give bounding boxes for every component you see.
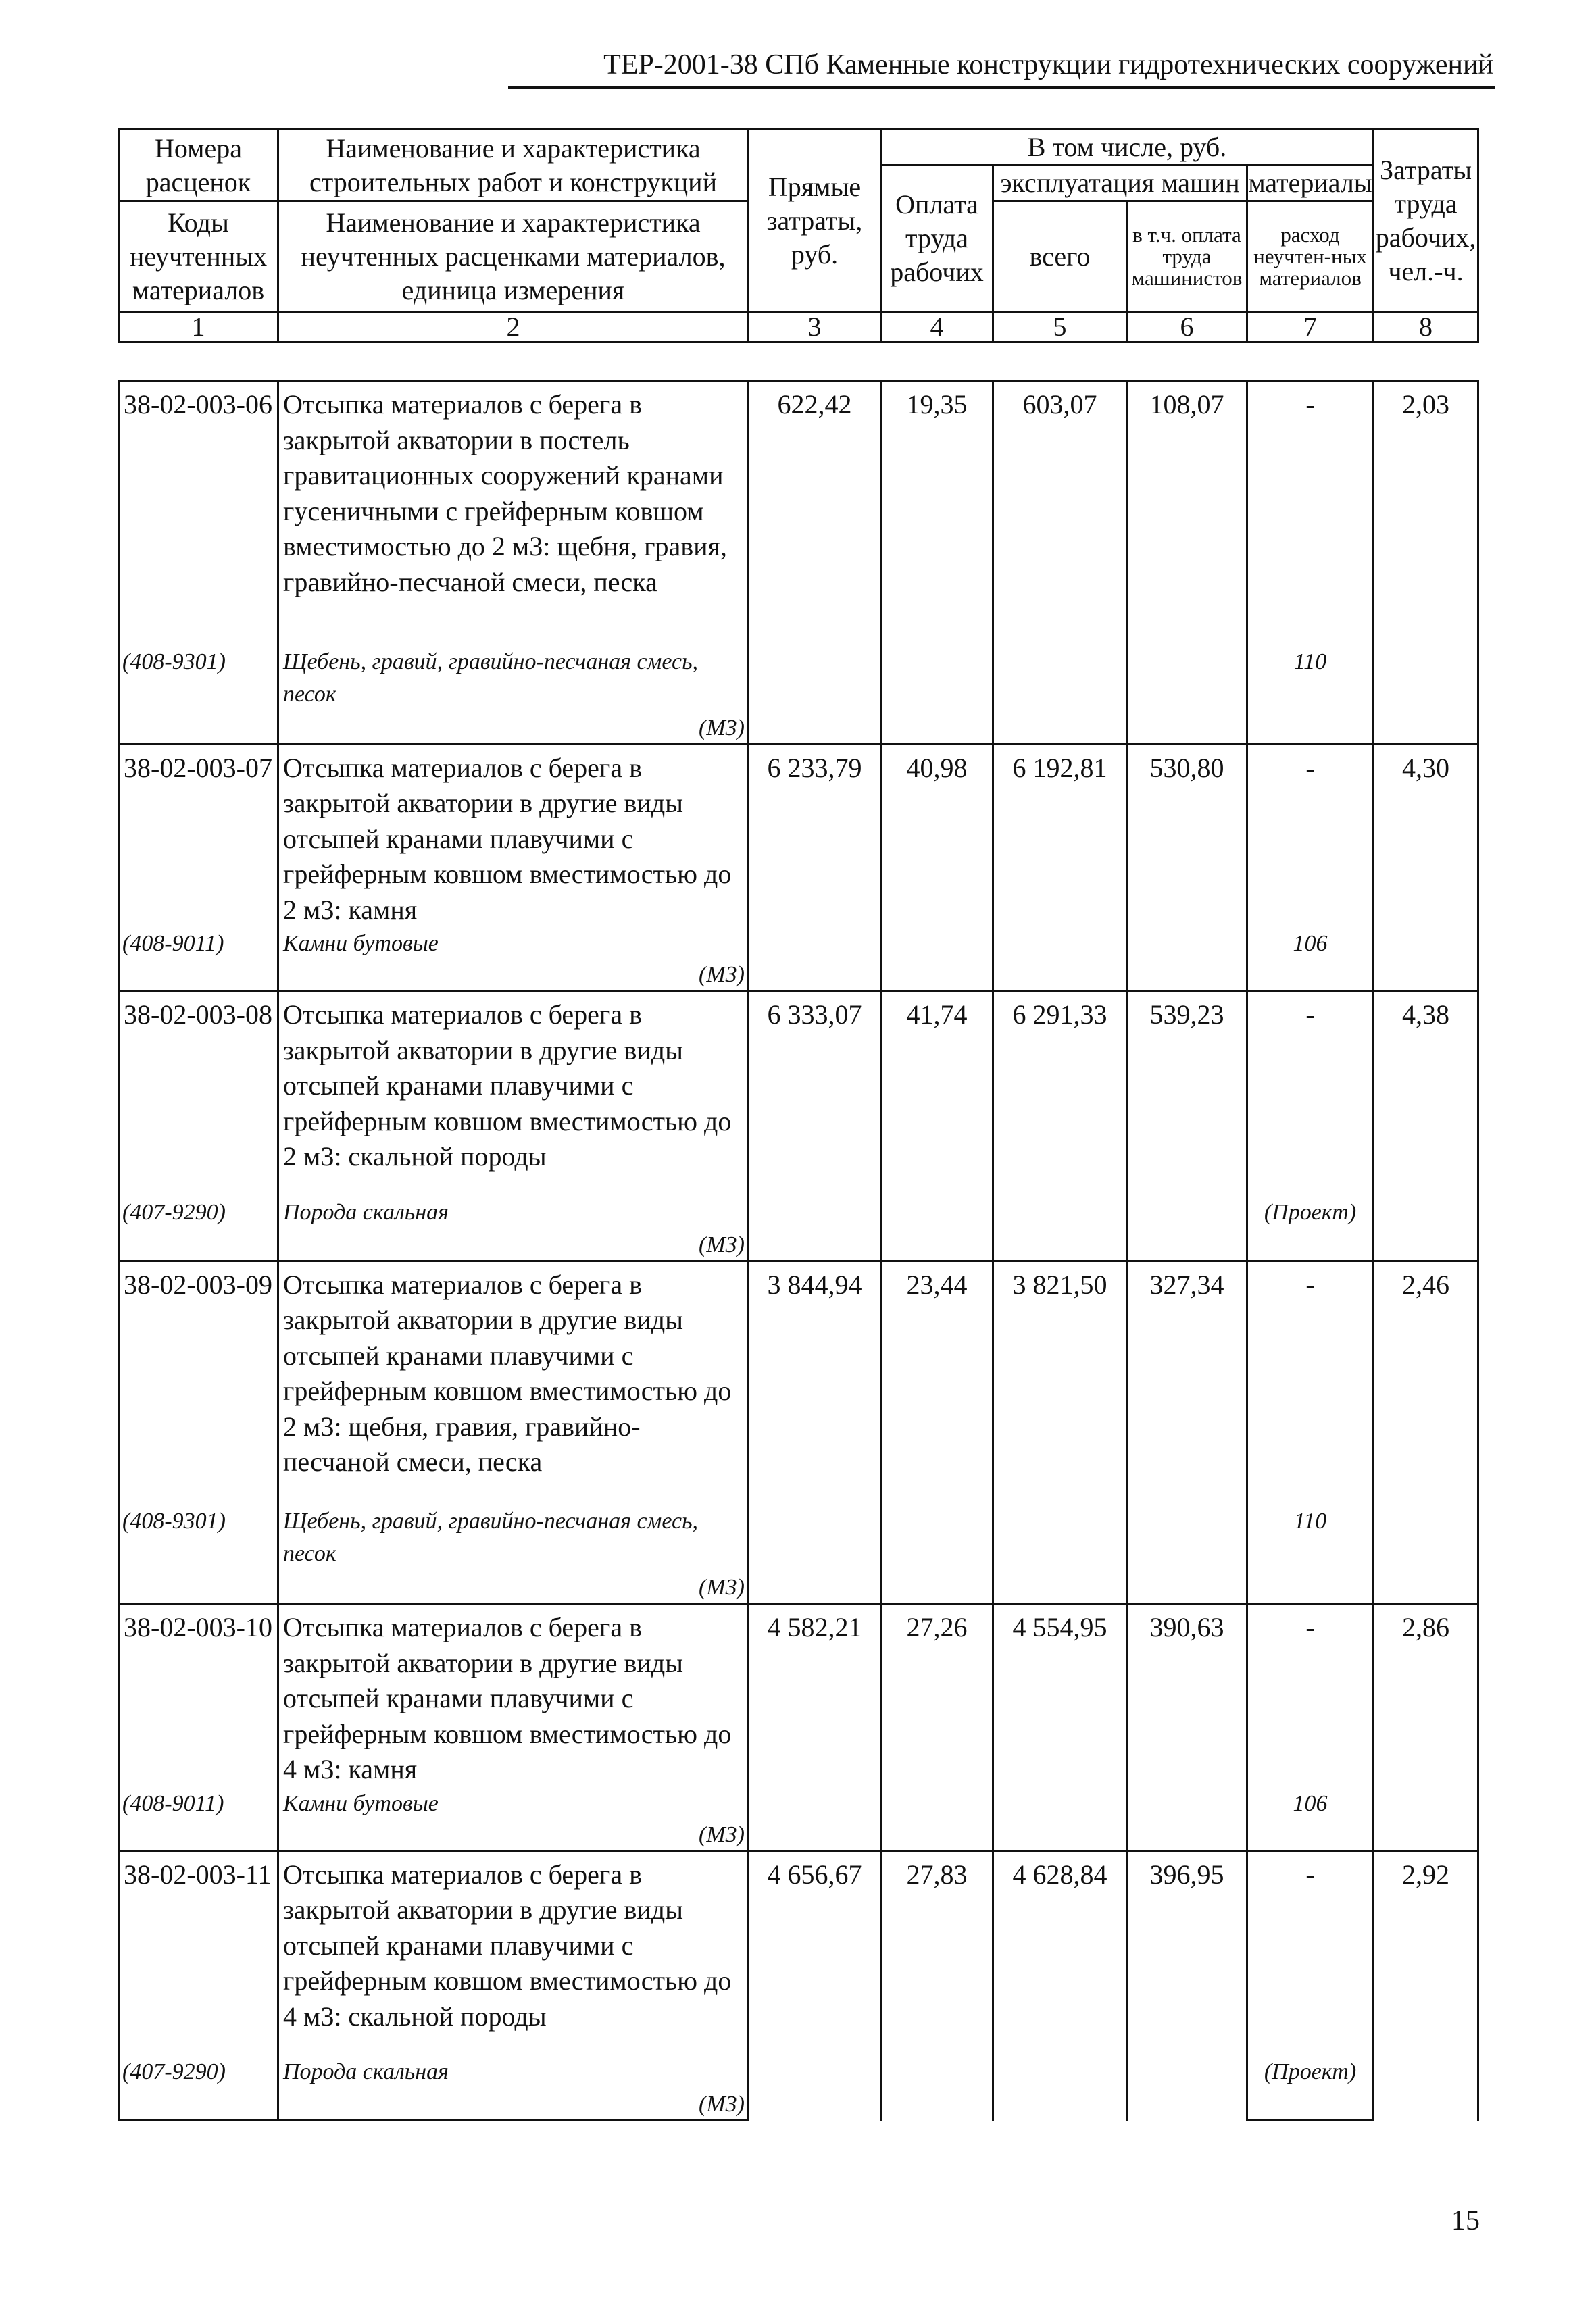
table-row — [119, 991, 1478, 1197]
col-header-machines-total: всего — [993, 201, 1127, 312]
material-code: (407-9290) — [119, 1197, 278, 1261]
col-number-6: 6 — [1127, 312, 1247, 343]
labor-pay-value: 27,83 — [881, 1851, 993, 2121]
table-header — [118, 128, 1479, 343]
work-description: Отсыпка материалов с берега в закрытой акватории в другие виды отсыпей кранами плавучими с грейферным ковшом вместимостью до 2 м3: скальной породы — [278, 991, 749, 1197]
material-consumption: 106 — [1247, 928, 1374, 991]
document-header-title: ТЕР-2001-38 СПб Каменные конструкции гидротехнических сооружений — [603, 49, 1493, 80]
rate-code: 38-02-003-10 — [119, 1604, 278, 1788]
material-name: Камни бутовые — [278, 928, 749, 960]
material-code: (408-9011) — [119, 1788, 278, 1851]
machines-total-value: 3 821,50 — [993, 1261, 1127, 1604]
table-row — [119, 1851, 1478, 2056]
col-number-1: 1 — [119, 312, 278, 343]
material-consumption: 110 — [1247, 646, 1374, 745]
material-code: (408-9301) — [119, 646, 278, 745]
col-header-machinist-pay: в т.ч. оплата труда машинистов — [1127, 201, 1247, 312]
material-value: - — [1247, 1261, 1374, 1505]
col-header-materials: материалы — [1247, 166, 1374, 201]
work-description: Отсыпка материалов с берега в закрытой акватории в другие виды отсыпей кранами плавучими с грейферным ковшом вместимостью до 2 м3: щебня, гравия, гравийно-песчаной смеси, песка — [278, 1261, 749, 1505]
direct-costs-value: 3 844,94 — [749, 1261, 881, 1604]
machines-total-value: 6 192,81 — [993, 744, 1127, 991]
col-number-5: 5 — [993, 312, 1127, 343]
work-description: Отсыпка материалов с берега в закрытой акватории в другие виды отсыпей кранами плавучими с грейферным ковшом вместимостью до 2 м3: камня — [278, 744, 749, 928]
table-row — [119, 381, 1478, 646]
direct-costs-value: 4 656,67 — [749, 1851, 881, 2121]
col-header-direct-costs: Прямые затраты, руб. — [749, 130, 881, 312]
material-value: - — [1247, 991, 1374, 1197]
machinist-pay-value: 327,34 — [1127, 1261, 1247, 1604]
table-row — [119, 744, 1478, 928]
direct-costs-value: 6 233,79 — [749, 744, 881, 991]
labor-pay-value: 19,35 — [881, 381, 993, 745]
labor-hours-value: 2,46 — [1374, 1261, 1478, 1604]
table-row — [119, 1261, 1478, 1505]
material-value: - — [1247, 1604, 1374, 1788]
machines-total-value: 603,07 — [993, 381, 1127, 745]
material-consumption: (Проект) — [1247, 2056, 1374, 2121]
col-header-material-names: Наименование и характеристика неучтенных расценками материалов, единица измерения — [278, 201, 749, 312]
material-consumption: (Проект) — [1247, 1197, 1374, 1261]
header-rule — [508, 86, 1495, 89]
col-number-4: 4 — [881, 312, 993, 343]
material-unit: (М3) — [278, 1230, 749, 1261]
labor-pay-value: 41,74 — [881, 991, 993, 1261]
material-value: - — [1247, 744, 1374, 928]
work-description: Отсыпка материалов с берега в закрытой акватории в другие виды отсыпей кранами плавучими с грейферным ковшом вместимостью до 4 м3: скальной породы — [278, 1851, 749, 2056]
material-consumption: 106 — [1247, 1788, 1374, 1851]
labor-pay-value: 23,44 — [881, 1261, 993, 1604]
work-description: Отсыпка материалов с берега в закрытой акватории в постель гравитационных сооружений кранами гусеничными с грейферным ковшом вместимостью до 2 м3: щебня, гравия, гравийно-песчаной смеси, песка — [278, 381, 749, 646]
work-description: Отсыпка материалов с берега в закрытой акватории в другие виды отсыпей кранами плавучими с грейферным ковшом вместимостью до 4 м3: камня — [278, 1604, 749, 1788]
machines-total-value: 4 628,84 — [993, 1851, 1127, 2121]
machinist-pay-value: 530,80 — [1127, 744, 1247, 991]
labor-hours-value: 4,38 — [1374, 991, 1478, 1261]
material-code: (408-9301) — [119, 1505, 278, 1604]
machines-total-value: 6 291,33 — [993, 991, 1127, 1261]
material-unit: (М3) — [278, 2090, 749, 2121]
material-name: Щебень, гравий, гравийно-песчаная смесь, песок — [278, 1505, 749, 1573]
rate-code: 38-02-003-09 — [119, 1261, 278, 1505]
direct-costs-value: 4 582,21 — [749, 1604, 881, 1851]
col-header-material-consumption: расход неучтен-ных материалов — [1247, 201, 1374, 312]
machines-total-value: 4 554,95 — [993, 1604, 1127, 1851]
material-name: Порода скальная — [278, 1197, 749, 1230]
machinist-pay-value: 390,63 — [1127, 1604, 1247, 1851]
material-unit: (М3) — [278, 713, 749, 745]
table-row — [119, 1604, 1478, 1788]
col-number-7: 7 — [1247, 312, 1374, 343]
col-header-rate-numbers: Номера расценок — [119, 130, 278, 201]
labor-pay-value: 40,98 — [881, 744, 993, 991]
col-number-3: 3 — [749, 312, 881, 343]
col-header-work-name: Наименование и характеристика строительных работ и конструкций — [278, 130, 749, 201]
labor-hours-value: 4,30 — [1374, 744, 1478, 991]
material-name: Щебень, гравий, гравийно-песчаная смесь, песок — [278, 646, 749, 713]
material-name: Порода скальная — [278, 2056, 749, 2090]
col-header-labor-pay: Оплата труда рабочих — [881, 166, 993, 312]
machinist-pay-value: 108,07 — [1127, 381, 1247, 745]
direct-costs-value: 6 333,07 — [749, 991, 881, 1261]
material-name: Камни бутовые — [278, 1788, 749, 1820]
rate-code: 38-02-003-06 — [119, 381, 278, 646]
material-value: - — [1247, 381, 1374, 646]
rates-table — [118, 380, 1479, 2121]
machinist-pay-value: 539,23 — [1127, 991, 1247, 1261]
labor-hours-value: 2,86 — [1374, 1604, 1478, 1851]
material-code: (408-9011) — [119, 928, 278, 991]
machinist-pay-value: 396,95 — [1127, 1851, 1247, 2121]
col-header-material-codes: Коды неучтенных материалов — [119, 201, 278, 312]
rate-code: 38-02-003-08 — [119, 991, 278, 1197]
col-header-machines: эксплуатация машин — [993, 166, 1247, 201]
direct-costs-value: 622,42 — [749, 381, 881, 745]
labor-hours-value: 2,03 — [1374, 381, 1478, 745]
page-number: 15 — [1451, 2205, 1480, 2236]
col-header-labor-hours: Затраты труда рабочих, чел.-ч. — [1374, 130, 1478, 312]
col-header-including: В том числе, руб. — [881, 130, 1374, 166]
labor-pay-value: 27,26 — [881, 1604, 993, 1851]
material-unit: (М3) — [278, 1573, 749, 1604]
rate-code: 38-02-003-07 — [119, 744, 278, 928]
material-code: (407-9290) — [119, 2056, 278, 2121]
material-unit: (М3) — [278, 1820, 749, 1851]
col-number-8: 8 — [1374, 312, 1478, 343]
material-unit: (М3) — [278, 960, 749, 991]
col-number-2: 2 — [278, 312, 749, 343]
labor-hours-value: 2,92 — [1374, 1851, 1478, 2121]
rate-code: 38-02-003-11 — [119, 1851, 278, 2056]
material-consumption: 110 — [1247, 1505, 1374, 1604]
material-value: - — [1247, 1851, 1374, 2056]
